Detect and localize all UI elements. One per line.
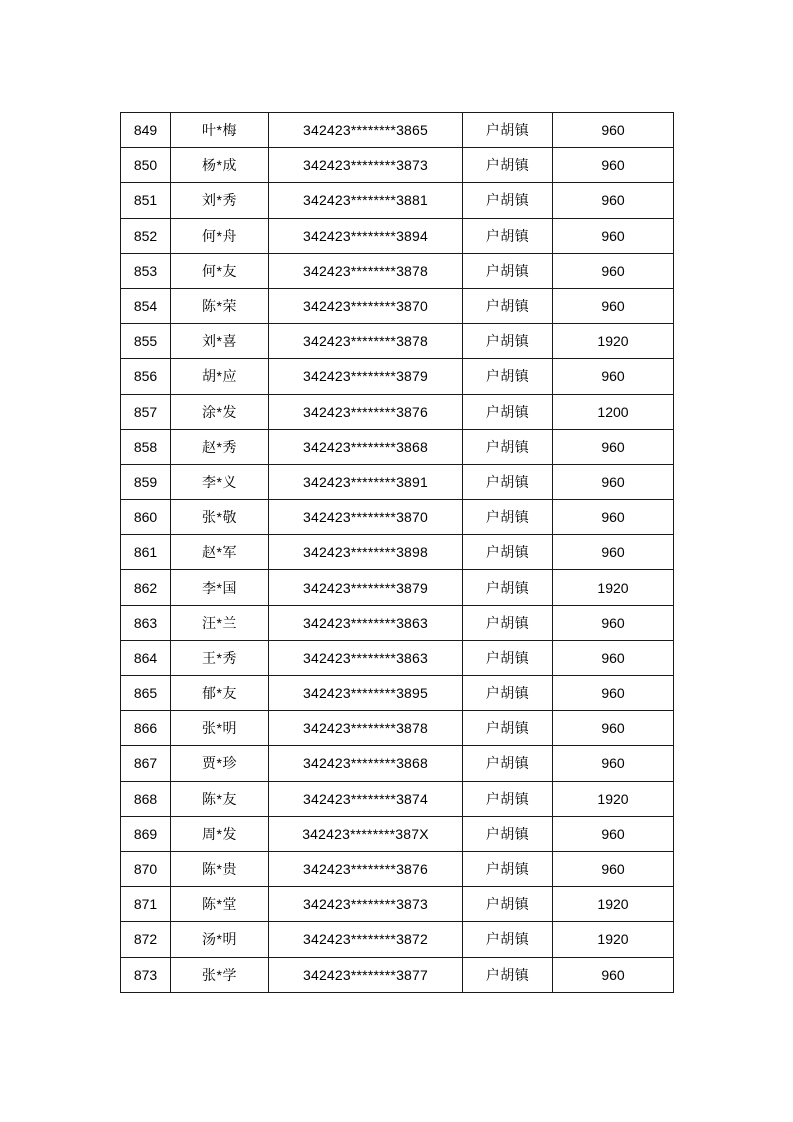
table-body	[121, 113, 674, 993]
id-number-cell: 342423********3876	[269, 851, 463, 886]
name-cell: 叶*梅	[171, 113, 269, 148]
table-row	[121, 570, 674, 605]
amount-cell: 960	[553, 183, 674, 218]
id-number-cell: 342423********3891	[269, 464, 463, 499]
name-cell: 胡*应	[171, 359, 269, 394]
name-cell: 郁*友	[171, 676, 269, 711]
serial-cell: 871	[121, 887, 171, 922]
name-cell: 杨*成	[171, 148, 269, 183]
name-cell: 张*敬	[171, 500, 269, 535]
serial-cell: 854	[121, 288, 171, 323]
id-number-cell: 342423********3868	[269, 429, 463, 464]
table-row	[121, 359, 674, 394]
table-row	[121, 288, 674, 323]
serial-cell: 850	[121, 148, 171, 183]
name-cell: 陈*友	[171, 781, 269, 816]
town-cell: 户胡镇	[463, 605, 553, 640]
table-row	[121, 851, 674, 886]
amount-cell: 960	[553, 535, 674, 570]
id-number-cell: 342423********3870	[269, 288, 463, 323]
table-row	[121, 922, 674, 957]
name-cell: 涂*发	[171, 394, 269, 429]
town-cell: 户胡镇	[463, 253, 553, 288]
id-number-cell: 342423********3879	[269, 359, 463, 394]
id-number-cell: 342423********3877	[269, 957, 463, 992]
table-row	[121, 676, 674, 711]
town-cell: 户胡镇	[463, 676, 553, 711]
table-row	[121, 887, 674, 922]
id-number-cell: 342423********3865	[269, 113, 463, 148]
town-cell: 户胡镇	[463, 500, 553, 535]
town-cell: 户胡镇	[463, 711, 553, 746]
serial-cell: 866	[121, 711, 171, 746]
serial-cell: 856	[121, 359, 171, 394]
id-number-cell: 342423********3868	[269, 746, 463, 781]
table-row	[121, 605, 674, 640]
table-row	[121, 781, 674, 816]
town-cell: 户胡镇	[463, 394, 553, 429]
amount-cell: 960	[553, 500, 674, 535]
name-cell: 刘*秀	[171, 183, 269, 218]
amount-cell: 960	[553, 359, 674, 394]
amount-cell: 1920	[553, 781, 674, 816]
id-number-cell: 342423********3873	[269, 887, 463, 922]
name-cell: 刘*喜	[171, 324, 269, 359]
serial-cell: 864	[121, 640, 171, 675]
serial-cell: 868	[121, 781, 171, 816]
name-cell: 赵*秀	[171, 429, 269, 464]
amount-cell: 960	[553, 253, 674, 288]
name-cell: 周*发	[171, 816, 269, 851]
table-row	[121, 218, 674, 253]
town-cell: 户胡镇	[463, 288, 553, 323]
table-row	[121, 394, 674, 429]
amount-cell: 1920	[553, 570, 674, 605]
town-cell: 户胡镇	[463, 113, 553, 148]
amount-cell: 960	[553, 676, 674, 711]
amount-cell: 960	[553, 851, 674, 886]
town-cell: 户胡镇	[463, 359, 553, 394]
name-cell: 汪*兰	[171, 605, 269, 640]
amount-cell: 1920	[553, 922, 674, 957]
id-number-cell: 342423********3878	[269, 324, 463, 359]
id-number-cell: 342423********387X	[269, 816, 463, 851]
amount-cell: 960	[553, 218, 674, 253]
town-cell: 户胡镇	[463, 429, 553, 464]
table-row	[121, 746, 674, 781]
id-number-cell: 342423********3895	[269, 676, 463, 711]
payment-table	[120, 112, 674, 993]
id-number-cell: 342423********3876	[269, 394, 463, 429]
name-cell: 王*秀	[171, 640, 269, 675]
id-number-cell: 342423********3879	[269, 570, 463, 605]
name-cell: 陈*贵	[171, 851, 269, 886]
id-number-cell: 342423********3872	[269, 922, 463, 957]
town-cell: 户胡镇	[463, 148, 553, 183]
id-number-cell: 342423********3874	[269, 781, 463, 816]
amount-cell: 960	[553, 746, 674, 781]
name-cell: 李*国	[171, 570, 269, 605]
serial-cell: 872	[121, 922, 171, 957]
town-cell: 户胡镇	[463, 218, 553, 253]
town-cell: 户胡镇	[463, 464, 553, 499]
town-cell: 户胡镇	[463, 640, 553, 675]
id-number-cell: 342423********3894	[269, 218, 463, 253]
town-cell: 户胡镇	[463, 887, 553, 922]
town-cell: 户胡镇	[463, 183, 553, 218]
table-row	[121, 324, 674, 359]
name-cell: 贾*珍	[171, 746, 269, 781]
id-number-cell: 342423********3898	[269, 535, 463, 570]
amount-cell: 960	[553, 148, 674, 183]
amount-cell: 960	[553, 711, 674, 746]
table-row	[121, 113, 674, 148]
name-cell: 张*明	[171, 711, 269, 746]
amount-cell: 1920	[553, 324, 674, 359]
town-cell: 户胡镇	[463, 922, 553, 957]
serial-cell: 858	[121, 429, 171, 464]
name-cell: 何*友	[171, 253, 269, 288]
amount-cell: 960	[553, 640, 674, 675]
id-number-cell: 342423********3873	[269, 148, 463, 183]
table-row	[121, 957, 674, 992]
id-number-cell: 342423********3863	[269, 640, 463, 675]
table-row	[121, 429, 674, 464]
id-number-cell: 342423********3878	[269, 711, 463, 746]
table-row	[121, 535, 674, 570]
table-row	[121, 640, 674, 675]
serial-cell: 859	[121, 464, 171, 499]
table-row	[121, 183, 674, 218]
serial-cell: 865	[121, 676, 171, 711]
id-number-cell: 342423********3878	[269, 253, 463, 288]
name-cell: 赵*军	[171, 535, 269, 570]
serial-cell: 851	[121, 183, 171, 218]
serial-cell: 873	[121, 957, 171, 992]
town-cell: 户胡镇	[463, 816, 553, 851]
serial-cell: 857	[121, 394, 171, 429]
name-cell: 李*义	[171, 464, 269, 499]
serial-cell: 852	[121, 218, 171, 253]
table-row	[121, 148, 674, 183]
serial-cell: 849	[121, 113, 171, 148]
name-cell: 何*舟	[171, 218, 269, 253]
town-cell: 户胡镇	[463, 324, 553, 359]
amount-cell: 1920	[553, 887, 674, 922]
amount-cell: 960	[553, 429, 674, 464]
amount-cell: 960	[553, 113, 674, 148]
amount-cell: 960	[553, 605, 674, 640]
id-number-cell: 342423********3881	[269, 183, 463, 218]
amount-cell: 960	[553, 288, 674, 323]
amount-cell: 960	[553, 957, 674, 992]
table-row	[121, 464, 674, 499]
serial-cell: 860	[121, 500, 171, 535]
id-number-cell: 342423********3870	[269, 500, 463, 535]
id-number-cell: 342423********3863	[269, 605, 463, 640]
name-cell: 陈*堂	[171, 887, 269, 922]
town-cell: 户胡镇	[463, 570, 553, 605]
serial-cell: 861	[121, 535, 171, 570]
name-cell: 陈*荣	[171, 288, 269, 323]
amount-cell: 960	[553, 464, 674, 499]
amount-cell: 960	[553, 816, 674, 851]
serial-cell: 863	[121, 605, 171, 640]
town-cell: 户胡镇	[463, 535, 553, 570]
serial-cell: 853	[121, 253, 171, 288]
serial-cell: 867	[121, 746, 171, 781]
table-row	[121, 816, 674, 851]
town-cell: 户胡镇	[463, 781, 553, 816]
serial-cell: 869	[121, 816, 171, 851]
serial-cell: 870	[121, 851, 171, 886]
table-row	[121, 500, 674, 535]
amount-cell: 1200	[553, 394, 674, 429]
name-cell: 张*学	[171, 957, 269, 992]
name-cell: 汤*明	[171, 922, 269, 957]
serial-cell: 855	[121, 324, 171, 359]
town-cell: 户胡镇	[463, 957, 553, 992]
table-row	[121, 253, 674, 288]
town-cell: 户胡镇	[463, 746, 553, 781]
serial-cell: 862	[121, 570, 171, 605]
table-row	[121, 711, 674, 746]
town-cell: 户胡镇	[463, 851, 553, 886]
